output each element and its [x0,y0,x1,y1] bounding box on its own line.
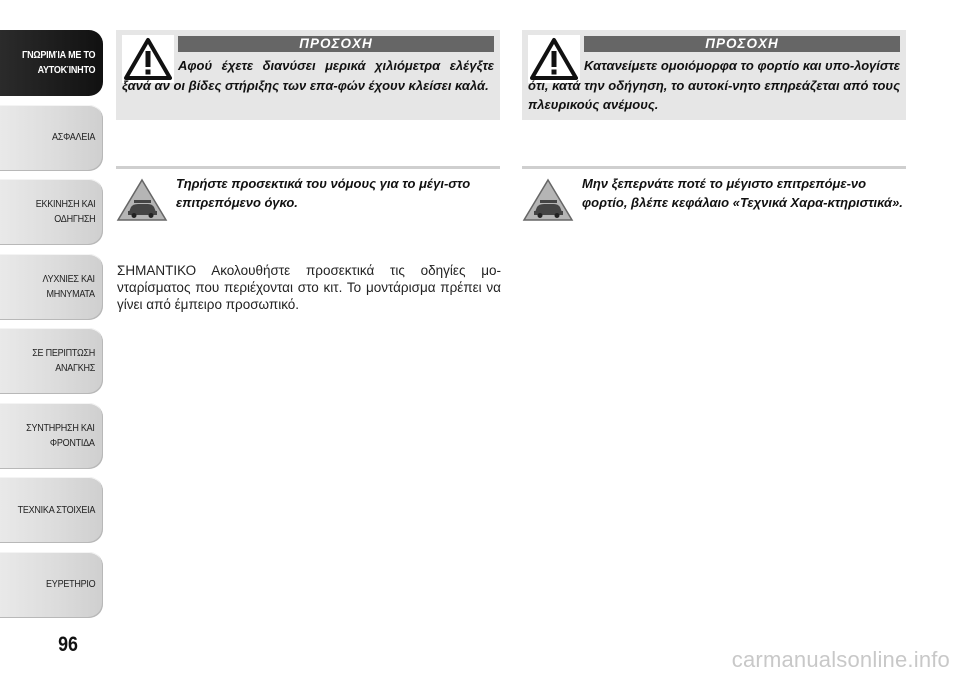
warning-header: ΠΡΟΣΟΧΗ [178,36,494,52]
warning-header: ΠΡΟΣΟΧΗ [584,36,900,52]
car-load-triangle-icon [522,178,574,222]
tab-lights-messages[interactable]: ΛΥΧΝΙΕΣ ΚΑΙ ΜΗΝΥΜΑΤΑ [0,254,103,320]
tab-getting-to-know[interactable]: ΓΝΩΡΙΜΊΑ ΜΕ ΤΟ ΑΥΤΟΚΊΝΗΤΟ [0,30,103,96]
car-load-triangle-icon [116,178,168,222]
note-block [116,166,500,226]
tab-starting-driving[interactable]: ΕΚΚΙΝΗΣΗ ΚΑΙ ΟΔΗΓΗΣΗ [0,179,103,245]
warning-box [116,30,500,120]
watermark: carmanualsonline.info [731,647,950,672]
tab-maintenance[interactable]: ΣΥΝΤΗΡΗΣΗ ΚΑΙ ΦΡΟΝΤΙΔΑ [0,403,103,469]
tab-technical-data[interactable]: ΤΕΧΝΙΚΑ ΣΤΟΙΧΕΙΑ [0,477,103,543]
tab-index[interactable]: ΕΥΡΕΤΗΡΙΟ [0,552,103,618]
note-text: Μην ξεπερνάτε ποτέ το μέγιστο επιτρεπόμε-νο φορτίο, βλέπε κεφάλαιο «Τεχνικά Χαρα-κτηριστικά». [582,176,903,210]
body-paragraph: ΣΗΜΑΝΤΙΚΟ Ακολουθήστε προσεκτικά τις οδηγίες μο-νταρίσματος που περιέχονται στο κιτ. Το μοντάρισμα πρέπει να γίνει από έμπειρο προσωπικό. [117,263,501,312]
warning-box [522,30,906,120]
chapter-tabs [0,30,103,626]
note-divider [116,166,500,169]
page-number: 96 [58,633,78,656]
warning-text: Αφού έχετε διανύσει μερικά χιλιόμετρα ελέγξτε ξανά αν οι βίδες στήριξης των επα-φών έχουν κλείσει καλά. [122,58,494,93]
note-block [522,166,906,236]
note-text: Τηρήστε προσεκτικά του νόμους για το μέγι-στο επιτρεπόμενο όγκο. [176,176,471,210]
tab-safety[interactable]: ΑΣΦΑΛΕΙΑ [0,105,103,171]
warning-text: Κατανείμετε ομοιόμορφα το φορτίο και υπο-λογίστε ότι, κατά την οδήγηση, το αυτοκί-νητο επηρεάζεται από τους πλευρικούς ανέμους. [528,58,901,112]
tab-emergency[interactable]: ΣΕ ΠΕΡΙΠΤΩΣΗ ΑΝΑΓΚΗΣ [0,328,103,394]
note-divider [522,166,906,169]
